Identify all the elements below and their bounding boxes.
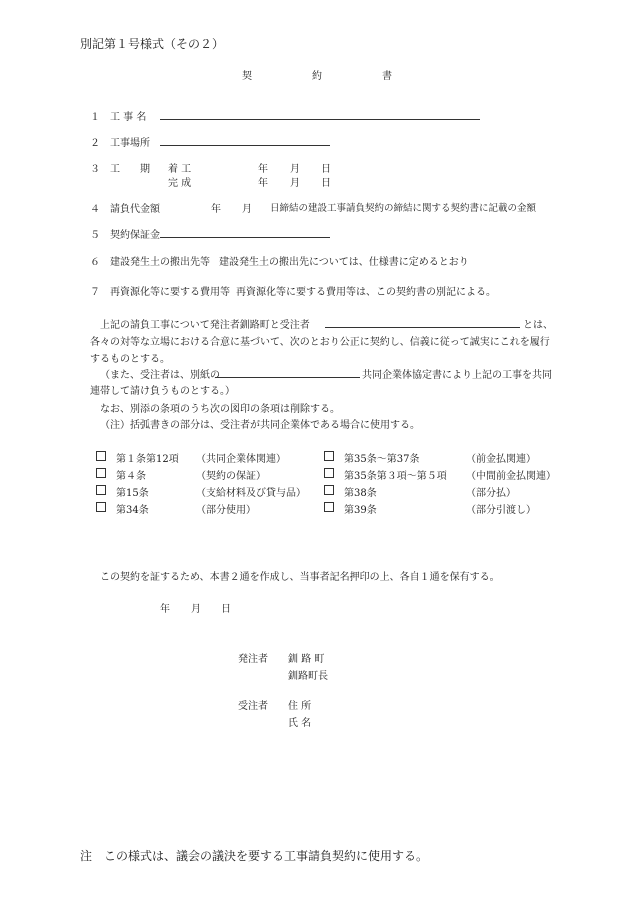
clause-article: 第35条第３項～第５項 (344, 471, 447, 482)
clause-article: 第39条 (344, 505, 377, 516)
date-day: 日 (221, 604, 231, 615)
contractor-name: 氏 名 (288, 718, 312, 729)
item6-text: 建設発生土の搬出先については、仕様書に定めるとおり (219, 257, 469, 268)
footer-note: 注 この様式は、議会の議決を要する工事請負契約に使用する。 (80, 849, 429, 863)
title-char-2: 約 (312, 71, 322, 82)
guarantee-field[interactable] (160, 237, 330, 238)
checkbox[interactable] (96, 502, 106, 512)
checkbox[interactable] (324, 485, 334, 495)
item4-year: 年 (211, 204, 221, 215)
clause-article: 第４条 (116, 471, 146, 482)
body-p1-c: 各々の対等な立場における合意に基づいて、次のとおり公正に契約し、信義に従って誠実にこれを履行 (90, 337, 550, 348)
orderer-title: 釧路町長 (288, 671, 328, 682)
clause-desc: （部分引渡し） (466, 505, 536, 516)
clause-desc: （契約の保証） (196, 471, 266, 482)
body-p1-b: とは、 (523, 320, 553, 331)
contractor-label: 受注者 (238, 701, 268, 712)
clause-right-0 (324, 450, 536, 465)
item2-label: 工事場所 (110, 138, 150, 149)
checkbox[interactable] (96, 485, 106, 495)
contractor-address: 住 所 (288, 701, 312, 712)
clause-article: 第38条 (344, 488, 377, 499)
clause-left-3 (96, 501, 256, 516)
clause-left-1 (96, 467, 266, 482)
jv-agreement-field[interactable] (215, 377, 360, 378)
item2-num: ２ (90, 138, 100, 149)
clause-article: 第１条第12項 (116, 454, 179, 465)
body-p1-d: するものとする。 (90, 354, 170, 365)
item7-num: ７ (90, 287, 100, 298)
body-p1-a: 上記の請負工事について発注者釧路町と受注者 (100, 320, 310, 331)
item4-label: 請負代金額 (110, 204, 160, 215)
date-month: 月 (191, 604, 201, 615)
item4-month: 月 (242, 204, 252, 215)
item7-label: 再資源化等に要する費用等 (110, 287, 230, 298)
body-p2-a: （また、受注者は、別紙の (100, 370, 220, 381)
end-year: 年 (258, 178, 268, 189)
checkbox[interactable] (324, 502, 334, 512)
clause-desc: （支給材料及び貸与品） (196, 488, 306, 499)
title-char-3: 書 (382, 71, 392, 82)
clause-desc: （部分使用） (196, 505, 256, 516)
item5-label: 契約保証金 (110, 230, 160, 241)
end-day: 日 (321, 178, 331, 189)
body-p4: （注）括弧書きの部分は、受注者が共同企業体である場合に使用する。 (100, 420, 420, 431)
clause-desc: （中間前金払関連） (466, 471, 556, 482)
period-start-label: 着 工 (168, 164, 192, 175)
clause-article: 第35条～第37条 (344, 454, 420, 465)
body-p2-b: 共同企業体協定書により上記の工事を共同 (362, 370, 552, 381)
item1-label: 工 事 名 (110, 112, 147, 123)
clause-article: 第34条 (116, 505, 149, 516)
body-p2-c: 連帯して請け負うものとする。） (90, 386, 235, 397)
clause-desc: （部分払） (466, 488, 516, 499)
start-month: 月 (290, 164, 300, 175)
end-month: 月 (290, 178, 300, 189)
title-char-1: 契 (242, 71, 252, 82)
contractor-field[interactable] (325, 327, 520, 328)
checkbox[interactable] (96, 451, 106, 461)
checkbox[interactable] (96, 468, 106, 478)
work-name-field[interactable] (160, 119, 480, 120)
closing-text: この契約を証するため、本書２通を作成し、当事者記名押印の上、各自１通を保有する。 (100, 572, 500, 583)
period-end-label: 完 成 (168, 178, 192, 189)
date-year: 年 (160, 604, 170, 615)
start-day: 日 (321, 164, 331, 175)
item7-text: 再資源化等に要する費用等は、この契約書の別記による。 (236, 287, 496, 298)
item3-label-2: 期 (140, 164, 150, 175)
item3-num: ３ (90, 164, 100, 175)
orderer-label: 発注者 (238, 654, 268, 665)
item1-num: １ (90, 112, 100, 123)
clause-right-3 (324, 501, 536, 516)
item5-num: ５ (90, 230, 100, 241)
start-year: 年 (258, 164, 268, 175)
clause-right-1 (324, 467, 556, 482)
clause-left-0 (96, 450, 286, 465)
clause-desc: （前金払関連） (466, 454, 536, 465)
clause-left-2 (96, 484, 306, 499)
item3-label-1: 工 (110, 164, 120, 175)
orderer-name: 釧 路 町 (288, 654, 325, 665)
item4-text: 日締結の建設工事請負契約の締結に関する契約書に記載の金額 (270, 203, 537, 214)
clause-article: 第15条 (116, 488, 149, 499)
item6-label: 建設発生土の搬出先等 (110, 257, 210, 268)
item4-num: ４ (90, 204, 100, 215)
item6-num: ６ (90, 257, 100, 268)
clause-desc: （共同企業体関連） (196, 454, 286, 465)
checkbox[interactable] (324, 451, 334, 461)
form-label: 別記第１号様式（その２） (80, 37, 225, 51)
checkbox[interactable] (324, 468, 334, 478)
work-place-field[interactable] (160, 145, 330, 146)
clause-right-2 (324, 484, 516, 499)
body-p3: なお、別添の条項のうち次の図印の条項は削除する。 (100, 404, 340, 415)
